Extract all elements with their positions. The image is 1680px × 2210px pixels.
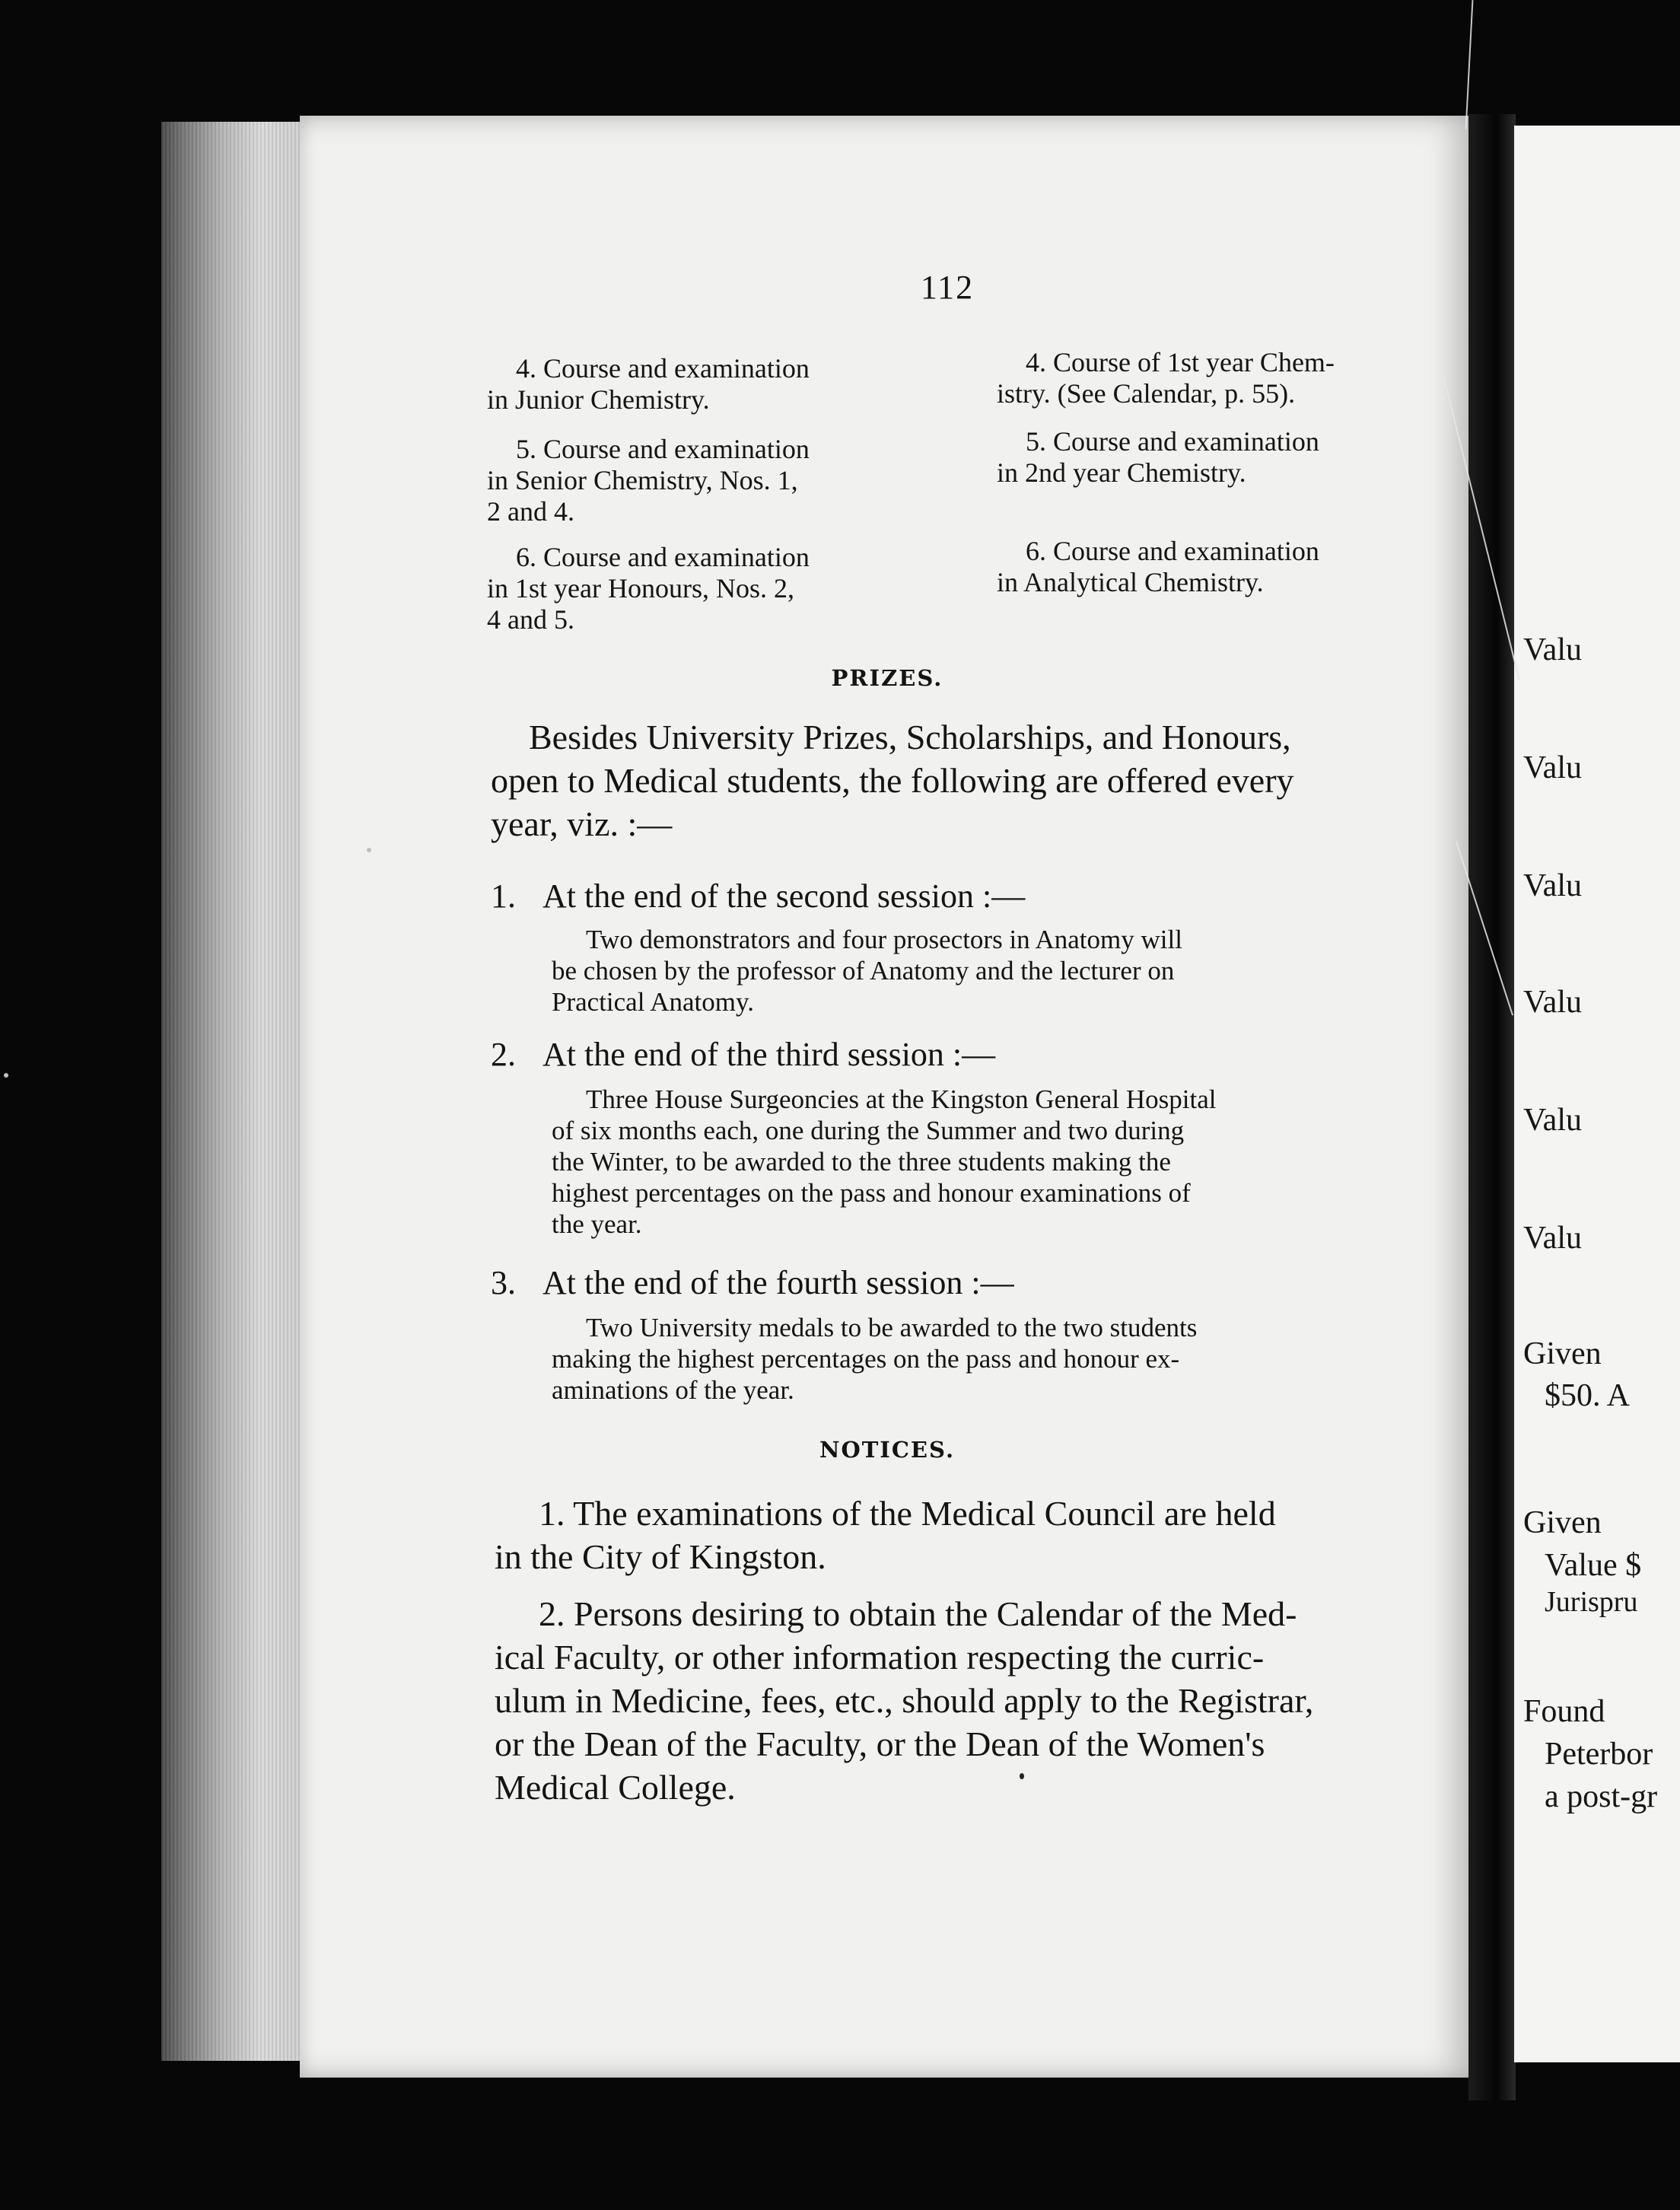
text-line: Two University medals to be awarded to the two students xyxy=(586,1313,1198,1342)
prize-item-heading xyxy=(491,1035,995,1074)
text-line: in 2nd year Chemistry. xyxy=(997,457,1246,488)
text-line: be chosen by the professor of Anatomy and the lecturer on xyxy=(552,956,1175,986)
text-line: in Junior Chemistry. xyxy=(487,384,710,415)
text-line: making the highest percentages on the pass and honour ex- xyxy=(552,1344,1180,1374)
item-number: 3. xyxy=(491,1264,516,1301)
book-gutter xyxy=(1468,114,1516,2100)
item-title: At the end of the second session :— xyxy=(542,877,1026,915)
text-line: 1. The examinations of the Medical Council are held xyxy=(539,1494,1276,1533)
prize-item-heading xyxy=(491,877,1025,916)
text-line: 4. Course of 1st year Chem- xyxy=(1026,347,1335,377)
left-column-item xyxy=(487,542,913,635)
text-line: year, viz. :— xyxy=(491,804,673,843)
facing-page-fragment: Valu xyxy=(1523,750,1582,785)
prize-item-text xyxy=(552,924,1427,1017)
text-line: Besides University Prizes, Scholarships, and Honours, xyxy=(529,718,1291,756)
facing-page-fragment: $50. A xyxy=(1545,1378,1631,1413)
facing-page-fragment: Given xyxy=(1523,1505,1602,1540)
text-line: open to Medical students, the following are offered every xyxy=(491,761,1294,800)
item-title: At the end of the fourth session :— xyxy=(542,1264,1014,1301)
facing-page-fragment: Peterbor xyxy=(1545,1737,1653,1772)
text-line: 2 and 4. xyxy=(487,496,574,527)
item-number: 1. xyxy=(491,877,516,915)
text-line: or the Dean of the Faculty, or the Dean of the Women's xyxy=(495,1724,1265,1763)
text-line: aminations of the year. xyxy=(552,1375,794,1405)
text-line: Two demonstrators and four prosectors in Anatomy will xyxy=(586,925,1182,954)
text-line: in the City of Kingston. xyxy=(495,1537,826,1576)
dust-speck xyxy=(367,848,371,852)
text-line: highest percentages on the pass and honour examinations of xyxy=(552,1178,1191,1208)
facing-page-fragment: a post-gr xyxy=(1545,1779,1658,1814)
text-line: ulum in Medicine, fees, etc., should apply to the Registrar, xyxy=(495,1681,1314,1720)
facing-page-fragment: Valu xyxy=(1523,985,1582,1020)
facing-page-fragment: Valu xyxy=(1523,632,1582,667)
ink-speck xyxy=(1020,1773,1024,1779)
text-line: the year. xyxy=(552,1209,642,1239)
facing-page xyxy=(1514,126,1680,2062)
dust-speck xyxy=(4,1073,8,1078)
facing-page-fragment: Valu xyxy=(1523,868,1582,903)
prize-item-heading xyxy=(491,1263,1014,1302)
text-line: in Senior Chemistry, Nos. 1, xyxy=(487,465,798,495)
notice-item xyxy=(495,1492,1430,1578)
facing-page-fragment: Value $ xyxy=(1545,1548,1642,1583)
text-line: Practical Anatomy. xyxy=(552,987,754,1017)
right-column-item xyxy=(997,426,1438,489)
text-line: 4. Course and examination xyxy=(516,353,810,384)
text-line: 4 and 5. xyxy=(487,604,574,635)
item-title: At the end of the third session :— xyxy=(542,1036,996,1073)
facing-page-fragment: Given xyxy=(1523,1336,1602,1371)
facing-page-fragment: Jurispru xyxy=(1545,1586,1638,1618)
right-column-item xyxy=(997,347,1438,409)
facing-page-fragment: Valu xyxy=(1523,1221,1582,1256)
notices-heading: NOTICES. xyxy=(819,1437,956,1463)
thread-fiber xyxy=(1465,0,1474,129)
text-line: the Winter, to be awarded to the three students making the xyxy=(552,1147,1171,1177)
prize-item-text xyxy=(552,1084,1427,1240)
prizes-heading: PRIZES. xyxy=(831,665,943,691)
text-line: istry. (See Calendar, p. 55). xyxy=(997,378,1296,409)
text-line: of six months each, one during the Summer and two during xyxy=(552,1116,1185,1145)
prizes-intro xyxy=(491,715,1430,845)
text-line: in Analytical Chemistry. xyxy=(997,567,1264,597)
page-number: 112 xyxy=(920,269,975,306)
text-line: 6. Course and examination xyxy=(516,542,810,572)
item-number: 2. xyxy=(491,1036,516,1073)
text-line: 5. Course and examination xyxy=(1026,426,1319,457)
text-line: ical Faculty, or other information respecting the curric- xyxy=(495,1638,1265,1677)
page-edges xyxy=(161,122,300,2061)
facing-page-fragment: Found xyxy=(1523,1694,1605,1729)
text-line: 5. Course and examination xyxy=(516,434,810,464)
notice-item xyxy=(495,1592,1430,1809)
right-column-item xyxy=(997,536,1438,598)
prize-item-text xyxy=(552,1312,1427,1406)
left-column-item xyxy=(487,353,913,416)
text-line: 2. Persons desiring to obtain the Calendar of the Med- xyxy=(539,1594,1297,1633)
text-line: in 1st year Honours, Nos. 2, xyxy=(487,573,794,603)
facing-page-fragment: Valu xyxy=(1523,1103,1582,1138)
text-line: Medical College. xyxy=(495,1768,736,1807)
left-column-item xyxy=(487,434,913,527)
text-line: 6. Course and examination xyxy=(1026,536,1319,566)
text-line: Three House Surgeoncies at the Kingston General Hospital xyxy=(586,1084,1217,1114)
